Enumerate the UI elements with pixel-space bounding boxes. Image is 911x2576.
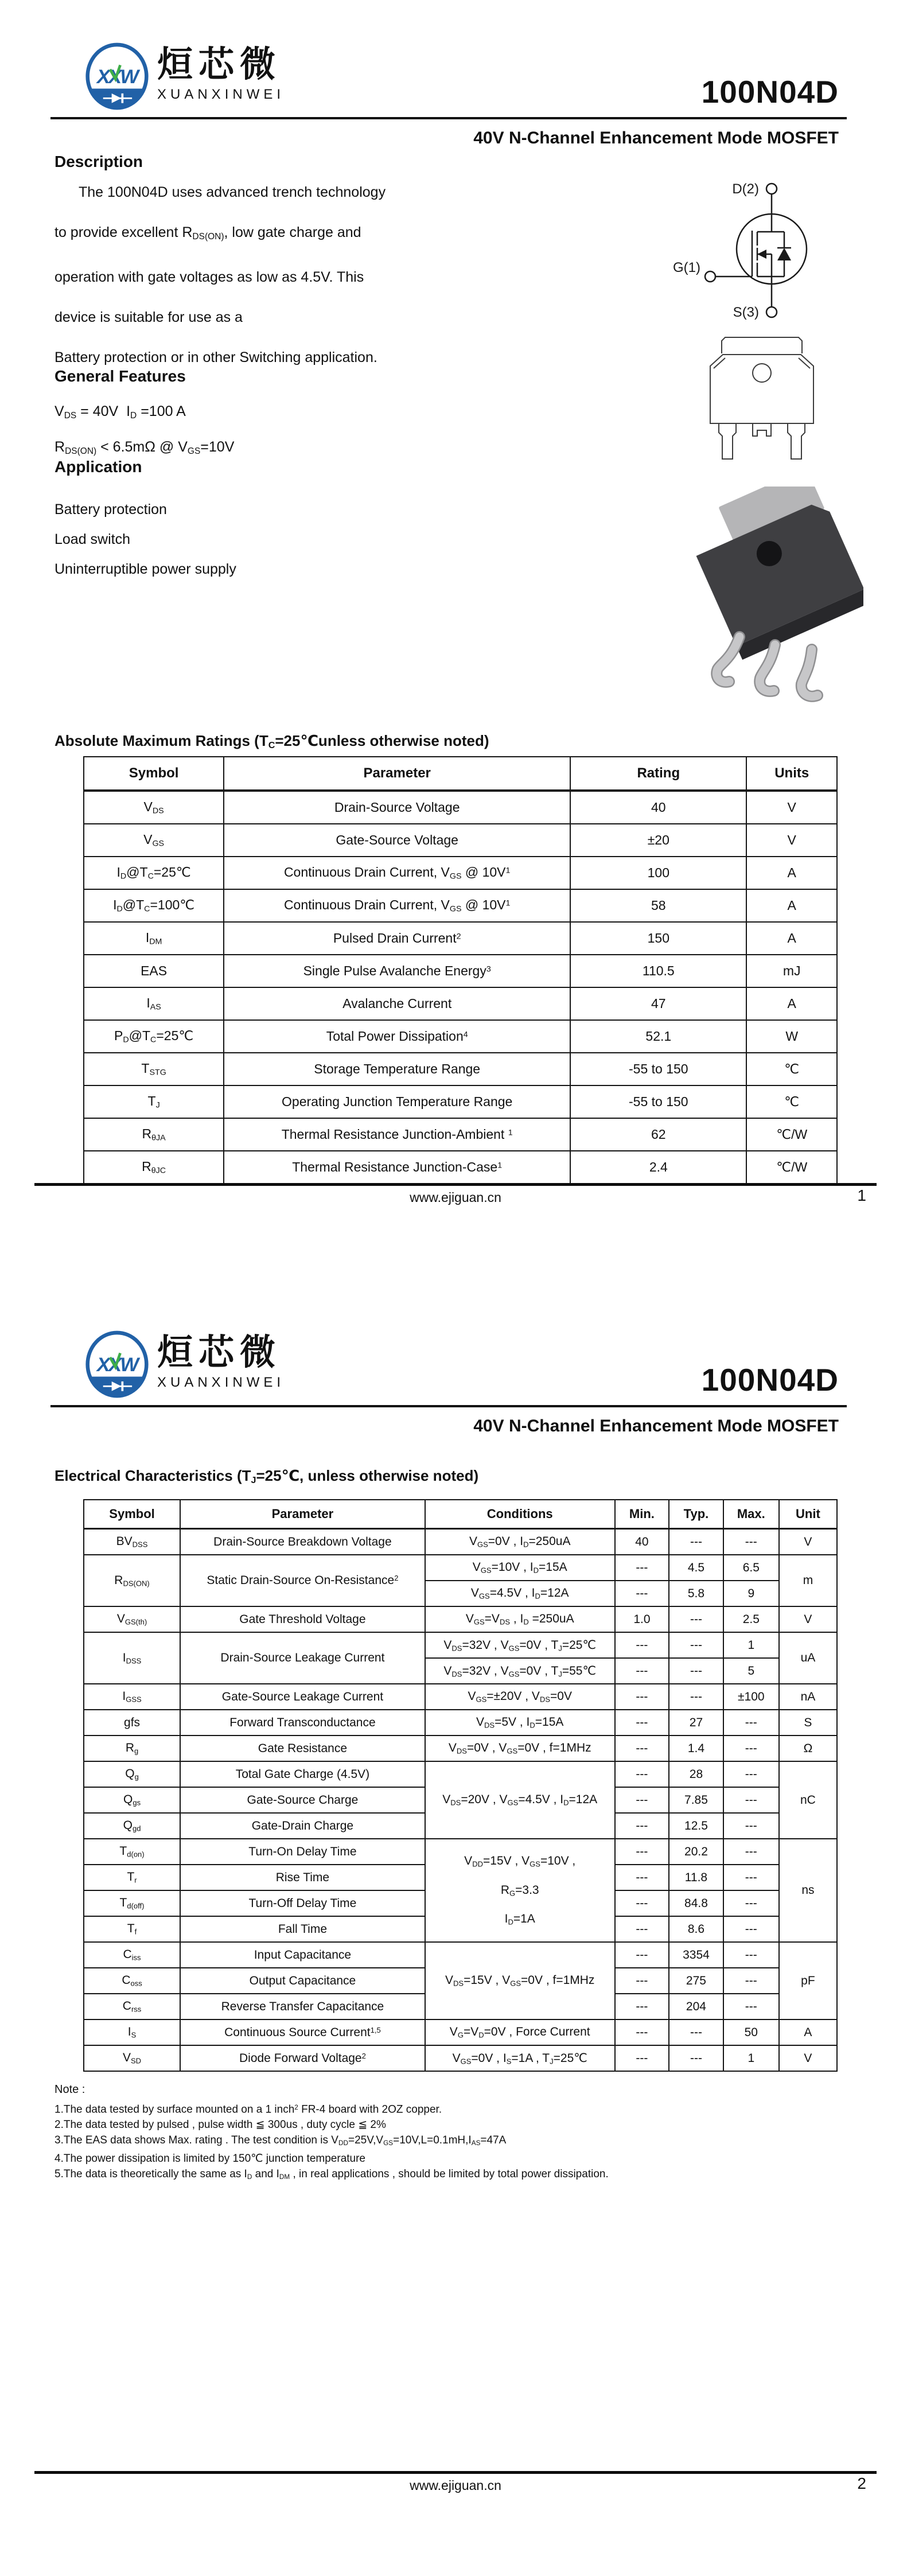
table-cell: $V_{GS}=4.5V$ , $I_D=12A$ (425, 1581, 615, 1606)
footer-rule (34, 2471, 877, 2474)
table-cell: 50 (723, 2019, 779, 2045)
table-cell: --- (669, 1606, 723, 1632)
table-cell: --- (615, 1994, 669, 2019)
gate-pin-label: G(1) (673, 260, 700, 275)
note-item: 2.The data tested by pulsed , pulse width ≦ 300us , duty cycle ≦ 2% (54, 2119, 386, 2131)
table-cell: $Q_{gd}$ (84, 1813, 180, 1839)
brand-name (157, 1329, 285, 1391)
document-subtitle: 40V N-Channel Enhancement Mode MOSFET (473, 1417, 839, 1435)
table-cell: $T_J$ (84, 1085, 224, 1118)
table-cell: 7.85 (669, 1787, 723, 1813)
brand-logo (85, 41, 285, 111)
table-cell: $V_{DS}=5V$ , $I_D=15A$ (425, 1710, 615, 1736)
table-cell: EAS (84, 955, 224, 987)
table-cell: pF (779, 1942, 837, 2019)
table-row (84, 2045, 837, 2071)
table-cell: $BV_{DSS}$ (84, 1529, 180, 1555)
table-cell: V (746, 824, 837, 857)
table-cell: 4.5 (669, 1555, 723, 1581)
table-cell: W (746, 1020, 837, 1053)
description-line: device is suitable for use as a (54, 309, 243, 325)
table-cell: A (746, 922, 837, 955)
table-cell: --- (615, 1581, 669, 1606)
table-cell: 204 (669, 1994, 723, 2019)
table-cell: Single Pulse Avalanche Energy$^3$ (224, 955, 570, 987)
table-cell: $V_G=V_D=0V$ , Force Current (425, 2019, 615, 2045)
note-item: 1.The data tested by surface mounted on a 1 inch$^2$ FR-4 board with 2OZ copper. (54, 2103, 442, 2116)
table-cell: Gate-Drain Charge (180, 1813, 425, 1839)
table-cell: --- (723, 1839, 779, 1865)
table-cell: 2.4 (570, 1151, 746, 1184)
table-cell: 20.2 (669, 1839, 723, 1865)
table-cell: Avalanche Current (224, 987, 570, 1020)
table-cell: --- (723, 1865, 779, 1890)
table-cell: -55 to 150 (570, 1085, 746, 1118)
brand-name-cn: 烜芯微 (157, 1333, 282, 1372)
brand-name-en: XUANXINWEI (157, 87, 285, 103)
application-line: Load switch (54, 531, 131, 547)
table-cell: ±100 (723, 1684, 779, 1710)
table-cell: Forward Transconductance (180, 1710, 425, 1736)
table-cell: ℃ (746, 1085, 837, 1118)
table-cell: 84.8 (669, 1890, 723, 1916)
table-cell: V (779, 2045, 837, 2071)
table-row (84, 1085, 837, 1118)
table-cell: --- (723, 1710, 779, 1736)
table-cell: 27 (669, 1710, 723, 1736)
table-cell: mJ (746, 955, 837, 987)
brand-name (157, 41, 285, 103)
table-cell: $V_{DS}$ (84, 791, 224, 824)
column-header: Max. (723, 1500, 779, 1529)
table-cell: --- (723, 1968, 779, 1994)
table-cell: Turn-Off Delay Time (180, 1890, 425, 1916)
note-item: 4.The power dissipation is limited by 150℃ junction temperature (54, 2153, 366, 2165)
table-row (84, 1606, 837, 1632)
table-cell: V (746, 791, 837, 824)
absolute-maximum-ratings-table (83, 756, 838, 1184)
brand-logo-icon (85, 1329, 149, 1399)
table-cell: A (779, 2019, 837, 2045)
mosfet-symbol-diagram (640, 162, 817, 334)
table-cell: $V_{GS}=0V$ , $I_S=1A$ , $T_J=25℃$ (425, 2045, 615, 2071)
table-cell: $I_{GSS}$ (84, 1684, 180, 1710)
table-cell: V (779, 1606, 837, 1632)
description-text (54, 172, 473, 378)
table-cell: --- (615, 1916, 669, 1942)
table-cell: $V_{SD}$ (84, 2045, 180, 2071)
table-row (84, 1632, 837, 1658)
table-cell: Drain-Source Breakdown Voltage (180, 1529, 425, 1555)
table-cell: $I_D@T_C=25℃$ (84, 857, 224, 889)
table-cell: --- (615, 1761, 669, 1787)
table-cell: Fall Time (180, 1916, 425, 1942)
note-item: 5.The data is theoretically the same as $I_D$ and $I_{DM}$ , in real applications , should be limited by total power dissipation. (54, 2168, 609, 2181)
description-line: Battery protection or in other Switching application. (54, 349, 377, 365)
table-cell: --- (723, 1761, 779, 1787)
table-cell: --- (615, 1890, 669, 1916)
body-arrow-icon (757, 250, 766, 259)
table-row (84, 857, 837, 889)
column-header: Typ. (669, 1500, 723, 1529)
table-cell: 2.5 (723, 1606, 779, 1632)
table-cell: --- (615, 1658, 669, 1684)
table-row (84, 1942, 837, 1968)
table-cell: Thermal Resistance Junction-Case$^1$ (224, 1151, 570, 1184)
brand-name-en: XUANXINWEI (157, 1375, 285, 1391)
part-number: 100N04D (701, 1362, 839, 1398)
table-cell: Gate-Source Leakage Current (180, 1684, 425, 1710)
table-cell: --- (723, 1890, 779, 1916)
table-cell: $I_{DM}$ (84, 922, 224, 955)
table-cell: --- (615, 1942, 669, 1968)
table-cell: --- (615, 1839, 669, 1865)
table-cell: Drain-Source Voltage (224, 791, 570, 824)
table-cell: A (746, 857, 837, 889)
table-cell: Storage Temperature Range (224, 1053, 570, 1085)
table-cell: --- (723, 1736, 779, 1761)
table-cell: $R_{DS(ON)}$ (84, 1555, 180, 1606)
table-cell: $T_f$ (84, 1916, 180, 1942)
table-cell: 5.8 (669, 1581, 723, 1606)
table-cell: Rise Time (180, 1865, 425, 1890)
electrical-characteristics-table (83, 1499, 838, 2072)
table-cell: --- (669, 2045, 723, 2071)
table-cell: --- (615, 1813, 669, 1839)
table-cell: $R_{\theta JC}$ (84, 1151, 224, 1184)
table-cell: 11.8 (669, 1865, 723, 1890)
table-cell: $V_{DS}=20V$ , $V_{GS}=4.5V$ , $I_D=12A$ (425, 1761, 615, 1839)
table-cell: --- (615, 1968, 669, 1994)
table-cell: $Q_g$ (84, 1761, 180, 1787)
table-row (84, 1555, 837, 1581)
table-cell: 12.5 (669, 1813, 723, 1839)
table-cell: --- (723, 1529, 779, 1555)
column-header: Symbol (84, 1500, 180, 1529)
description-line: operation with gate voltages as low as 4.5V. This (54, 269, 364, 285)
table-cell: $V_{GS}=\pm 20V$ , $V_{DS}=0V$ (425, 1684, 615, 1710)
table-cell: 47 (570, 987, 746, 1020)
table-cell: $I_{DSS}$ (84, 1632, 180, 1684)
column-header: Parameter (224, 757, 570, 791)
column-header: Parameter (180, 1500, 425, 1529)
table-row (84, 1736, 837, 1761)
table-cell: $T_r$ (84, 1865, 180, 1890)
header-rule (50, 1405, 847, 1407)
table-cell: 40 (570, 791, 746, 824)
brand-logo-icon (85, 41, 149, 111)
table-cell: Pulsed Drain Current$^2$ (224, 922, 570, 955)
table-cell: 28 (669, 1761, 723, 1787)
notes-section (54, 2083, 846, 2185)
document-subtitle: 40V N-Channel Enhancement Mode MOSFET (473, 129, 839, 147)
table-cell: Total Power Dissipation$^4$ (224, 1020, 570, 1053)
table-row (84, 889, 837, 922)
table-row (84, 1839, 837, 1865)
table-header-row (84, 1500, 837, 1529)
table-cell: $V_{GS(th)}$ (84, 1606, 180, 1632)
column-header: Symbol (84, 757, 224, 791)
header-rule (50, 117, 847, 119)
table-cell: Gate-Source Charge (180, 1787, 425, 1813)
table-cell: $V_{DS}=0V$ , $V_{GS}=0V$ , f=1MHz (425, 1736, 615, 1761)
table-cell: $V_{DS}=32V$ , $V_{GS}=0V$ , $T_J=55℃$ (425, 1658, 615, 1684)
table-cell: Ω (779, 1736, 837, 1761)
table-cell: Output Capacitance (180, 1968, 425, 1994)
table-cell: 1.0 (615, 1606, 669, 1632)
source-pin-label: S(3) (733, 305, 759, 320)
table-cell: 150 (570, 922, 746, 955)
table-cell: --- (669, 1658, 723, 1684)
footer-url: www.ejiguan.cn (410, 1190, 501, 1205)
table-cell: 5 (723, 1658, 779, 1684)
table-cell: 110.5 (570, 955, 746, 987)
table-cell: 275 (669, 1968, 723, 1994)
table-cell: ℃/W (746, 1151, 837, 1184)
logo-letters: XXW (96, 1354, 138, 1376)
footer-url: www.ejiguan.cn (410, 2478, 501, 2493)
column-header: Unit (779, 1500, 837, 1529)
table-cell: Gate Threshold Voltage (180, 1606, 425, 1632)
table-cell: $V_{DS}=15V$ , $V_{GS}=0V$ , f=1MHz (425, 1942, 615, 2019)
table-row (84, 1151, 837, 1184)
table-cell: Reverse Transfer Capacitance (180, 1994, 425, 2019)
table-cell: Drain-Source Leakage Current (180, 1632, 425, 1684)
table-cell: --- (615, 1787, 669, 1813)
description-line: to provide excellent $R_{DS(ON)}$, low gate charge and (54, 224, 361, 242)
table-cell: nA (779, 1684, 837, 1710)
table-cell: $V_{GS}$ (84, 824, 224, 857)
section-heading-description: Description (54, 153, 143, 170)
table-cell: --- (669, 1632, 723, 1658)
table-cell: 40 (615, 1529, 669, 1555)
table-cell: $I_S$ (84, 2019, 180, 2045)
section-heading-electrical-characteristics: Electrical Characteristics ($T_J=25℃$, unless otherwise noted) (54, 1467, 479, 1486)
table-cell: 1 (723, 1632, 779, 1658)
brand-name-cn: 烜芯微 (157, 45, 282, 84)
table-row (84, 922, 837, 955)
table-row (84, 1761, 837, 1787)
feature-line: $V_{DS} = 40V$ $I_D =100$ A (54, 403, 186, 421)
table-cell: $V_{GS}=0V$ , $I_D=250uA$ (425, 1529, 615, 1555)
body-diode-icon (777, 248, 791, 260)
section-heading-application: Application (54, 458, 142, 476)
table-cell: --- (723, 1942, 779, 1968)
table-cell: Turn-On Delay Time (180, 1839, 425, 1865)
table-cell: $V_{GS}=10V$ , $I_D=15A$ (425, 1555, 615, 1581)
table-row (84, 1710, 837, 1736)
table-cell: $T_{d(off)}$ (84, 1890, 180, 1916)
table-cell: $V_{GS}=V_{DS}$ , $I_D =250uA$ (425, 1606, 615, 1632)
column-header: Rating (570, 757, 746, 791)
page-number: 1 (857, 1186, 866, 1204)
description-line: The 100N04D uses advanced trench technology (79, 184, 386, 200)
table-cell: ℃/W (746, 1118, 837, 1151)
table-row (84, 987, 837, 1020)
footer-rule (34, 1183, 877, 1186)
table-cell: nC (779, 1761, 837, 1839)
table-cell: $I_{AS}$ (84, 987, 224, 1020)
package-outline-drawing (704, 334, 819, 465)
table-cell: --- (615, 1736, 669, 1761)
table-cell: --- (669, 2019, 723, 2045)
table-cell: m (779, 1555, 837, 1606)
table-cell: 1.4 (669, 1736, 723, 1761)
table-header-row (84, 757, 837, 791)
table-cell: ±20 (570, 824, 746, 857)
table-cell: 100 (570, 857, 746, 889)
table-cell: --- (615, 1555, 669, 1581)
table-cell: Gate Resistance (180, 1736, 425, 1761)
table-cell: --- (669, 1684, 723, 1710)
table-row (84, 1118, 837, 1151)
table-cell: 3354 (669, 1942, 723, 1968)
table-cell: --- (615, 1865, 669, 1890)
table-cell: Input Capacitance (180, 1942, 425, 1968)
table-cell: $I_D@T_C=100℃$ (84, 889, 224, 922)
table-row (84, 791, 837, 824)
table-cell: $C_{oss}$ (84, 1968, 180, 1994)
table-cell: 1 (723, 2045, 779, 2071)
table-cell: --- (615, 1632, 669, 1658)
table-row (84, 824, 837, 857)
table-cell: S (779, 1710, 837, 1736)
table-cell: Gate-Source Voltage (224, 824, 570, 857)
table-cell: A (746, 889, 837, 922)
table-row (84, 1529, 837, 1555)
package-3d-image (691, 487, 863, 705)
page-number: 2 (857, 2474, 866, 2492)
table-cell: Operating Junction Temperature Range (224, 1085, 570, 1118)
application-line: Battery protection (54, 501, 167, 517)
table-cell: ns (779, 1839, 837, 1942)
table-cell: $R_g$ (84, 1736, 180, 1761)
table-cell: $P_D@T_C=25℃$ (84, 1020, 224, 1053)
table-cell: Thermal Resistance Junction-Ambient $^1$ (224, 1118, 570, 1151)
table-cell: 52.1 (570, 1020, 746, 1053)
note-item: 3.The EAS data shows Max. rating . The test condition is $V_{DD}=25V,V_{GS}=10V,L=0.1mH,I_{AS}=47A$ (54, 2134, 507, 2147)
table-cell: 62 (570, 1118, 746, 1151)
application-line: Uninterruptible power supply (54, 561, 236, 577)
table-cell: --- (615, 2045, 669, 2071)
table-cell: Continuous Drain Current, $V_{GS}$ @ $10V^1$ (224, 889, 570, 922)
table-cell: --- (723, 1813, 779, 1839)
table-cell: -55 to 150 (570, 1053, 746, 1085)
logo-letters: XXW (96, 66, 138, 88)
table-cell: --- (615, 1710, 669, 1736)
column-header: Units (746, 757, 837, 791)
table-cell: --- (723, 1787, 779, 1813)
section-heading-absolute-maximum-ratings: Absolute Maximum Ratings ($T_C=25℃unless$ otherwise noted) (54, 732, 489, 751)
table-cell: Static Drain-Source On-Resistance$^2$ (180, 1555, 425, 1606)
page-2 (0, 1288, 911, 2576)
table-cell: 9 (723, 1581, 779, 1606)
table-cell: $V_{DS}=32V$ , $V_{GS}=0V$ , $T_J=25℃$ (425, 1632, 615, 1658)
table-cell: Continuous Source Current$^{1,5}$ (180, 2019, 425, 2045)
table-cell: uA (779, 1632, 837, 1684)
table-cell: 8.6 (669, 1916, 723, 1942)
general-features-list (54, 396, 473, 467)
table-row (84, 1020, 837, 1053)
table-row (84, 955, 837, 987)
column-header: Min. (615, 1500, 669, 1529)
table-cell: Total Gate Charge (4.5V) (180, 1761, 425, 1787)
table-cell: 6.5 (723, 1555, 779, 1581)
application-list (54, 495, 473, 584)
table-cell: A (746, 987, 837, 1020)
table-cell: $R_{\theta JA}$ (84, 1118, 224, 1151)
feature-line: $R_{DS(ON)} < 6.5m\Omega$ @ $V_{GS}=10V$ (54, 438, 235, 456)
part-number: 100N04D (701, 74, 839, 110)
table-cell: --- (615, 1684, 669, 1710)
notes-list (54, 2100, 846, 2185)
table-cell: ℃ (746, 1053, 837, 1085)
table-cell: $C_{iss}$ (84, 1942, 180, 1968)
drain-pin-label: D(2) (732, 181, 759, 197)
table-cell: $V_{DD}=15V$ , $V_{GS}=10V$ , $R_G=3.3$ $I_D=1A$ (425, 1839, 615, 1942)
table-cell: $Q_{gs}$ (84, 1787, 180, 1813)
table-cell: gfs (84, 1710, 180, 1736)
table-cell: Diode Forward Voltage$^2$ (180, 2045, 425, 2071)
table-cell: --- (615, 2019, 669, 2045)
table-cell: $T_{d(on)}$ (84, 1839, 180, 1865)
table-cell: $C_{rss}$ (84, 1994, 180, 2019)
section-heading-general-features: General Features (54, 367, 186, 385)
table-cell: Continuous Drain Current, $V_{GS}$ @ $10V^1$ (224, 857, 570, 889)
brand-logo (85, 1329, 285, 1399)
table-cell: V (779, 1529, 837, 1555)
table-cell: --- (669, 1529, 723, 1555)
column-header: Conditions (425, 1500, 615, 1529)
table-cell: --- (723, 1994, 779, 2019)
table-cell: --- (723, 1916, 779, 1942)
table-row (84, 2019, 837, 2045)
table-row (84, 1053, 837, 1085)
table-row (84, 1684, 837, 1710)
table-cell: $T_{STG}$ (84, 1053, 224, 1085)
notes-title: Note : (54, 2083, 85, 2096)
table-cell: 58 (570, 889, 746, 922)
